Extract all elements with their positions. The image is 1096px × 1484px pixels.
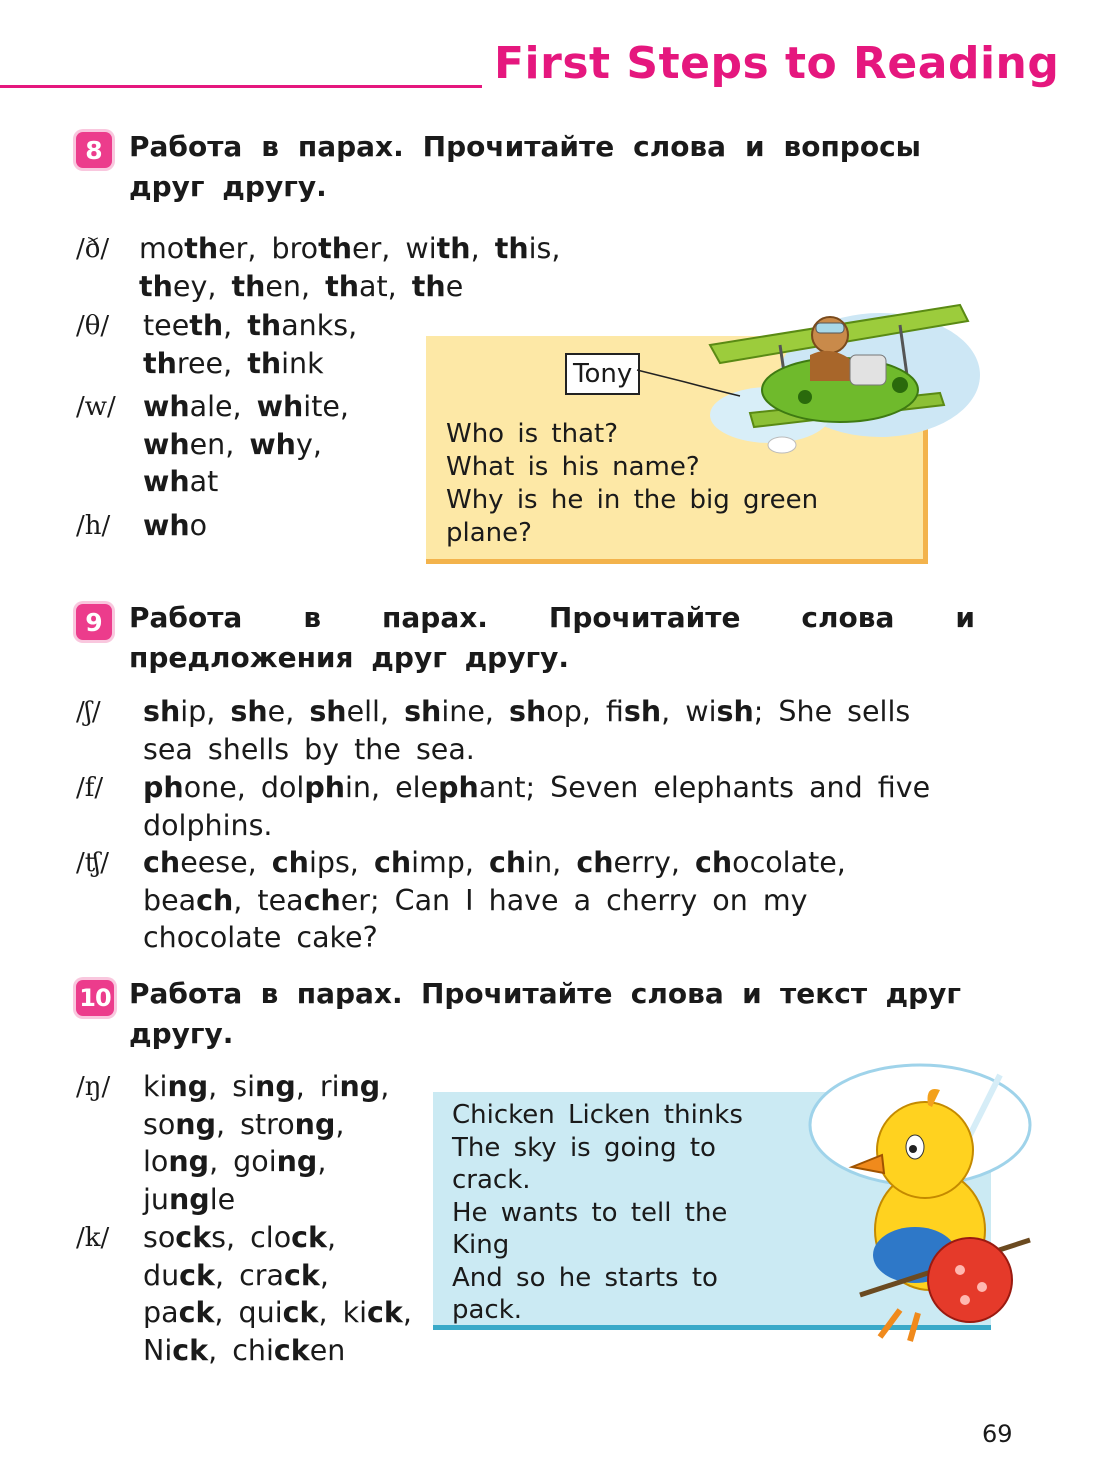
word-list-h: who [143,509,208,542]
chicken-illustration [800,1055,1045,1345]
question-line: plane? [446,518,532,548]
word-list-w: whale, white, when, why, what [143,390,349,498]
poem-line: And so he starts to [452,1263,718,1293]
phoneme-th: /θ/ [76,311,110,341]
word-list-dh: mother, brother, with, this, they, then, that, the [139,232,561,303]
phoneme-dh: /ð/ [76,234,110,264]
poem-line: crack. [452,1165,531,1195]
word-list-f: phone, dolphin, elephant; Seven elephants and five dolphins. [143,771,931,842]
word-list-ng: king, sing, ring, song, strong, long, going, jungle [143,1070,390,1216]
poem-line: Chicken Licken thinks [452,1100,743,1130]
task-9-badge: 9 [76,604,112,640]
task-8-instruction: Работа в парах. Прочитайте слова и вопросы друг другу. [129,130,921,203]
poem-line: King [452,1230,510,1260]
word-list-ch: cheese, chips, chimp, chin, cherry, chocolate, beach, teacher; Can I have a cherry on my chocolate cake? [143,846,846,954]
page-title: First Steps to Reading [494,38,1060,89]
task-10-instruction: Работа в парах. Прочитайте слова и текст друг другу. [129,977,961,1050]
poem-line: pack. [452,1295,523,1325]
page-number: 69 [982,1420,1013,1448]
task-9-instruction: Работа в парах. Прочитайте слова и предложения друг другу. [129,601,975,674]
tony-caption: Tony [565,353,640,395]
caption-pointer [635,360,745,400]
phoneme-sh: /ʃ/ [76,697,101,727]
question-line: Who is that? [446,419,618,449]
header-rule [0,85,482,88]
phoneme-h: /h/ [76,511,111,541]
word-list-k: socks, clock, duck, crack, pack, quick, kick, Nick, chicken [143,1221,412,1367]
phoneme-ng: /ŋ/ [76,1072,111,1102]
poem-line: He wants to tell the [452,1198,728,1228]
question-line: Why is he in the big green [446,485,819,515]
question-line: What is his name? [446,452,700,482]
poem-line: The sky is going to [452,1133,716,1163]
word-list-th: teeth, thanks, three, think [143,309,358,380]
phoneme-ch: /ʧ/ [76,848,110,878]
phoneme-k: /k/ [76,1223,110,1253]
phoneme-w: /w/ [76,392,116,422]
phoneme-f: /f/ [76,773,104,803]
task-8-badge: 8 [76,132,112,168]
word-list-sh: ship, she, shell, shine, shop, fish, wish; She sells sea shells by the sea. [143,695,911,766]
task-10-badge: 10 [76,980,114,1016]
